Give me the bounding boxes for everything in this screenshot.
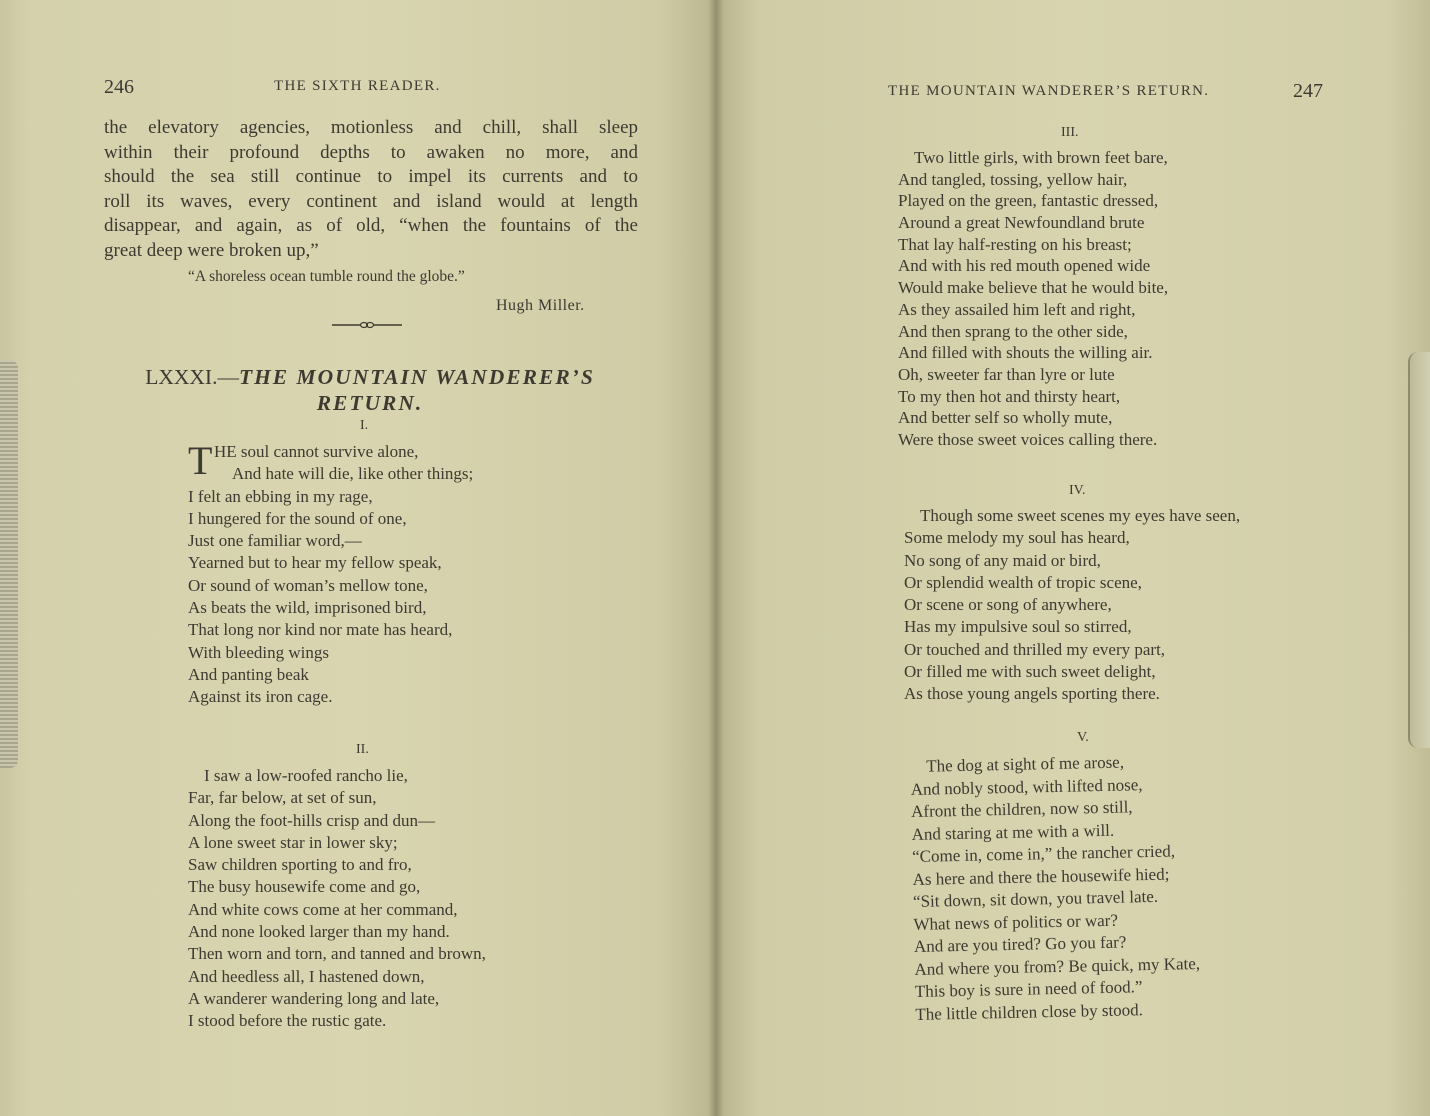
verse-line: And panting beak bbox=[188, 664, 309, 684]
prose-line: disappear, and again, as of old, “when the fountains of the bbox=[104, 215, 638, 236]
section-numeral-2: II. bbox=[356, 742, 369, 757]
drop-cap: T bbox=[188, 438, 213, 483]
verse-line: And are you tired? Go you far? bbox=[913, 932, 1127, 956]
verse-line: As beats the wild, imprisoned bird, bbox=[188, 598, 427, 618]
verse-line: And hate will die, like other things; bbox=[232, 464, 474, 484]
verse-line: The busy housewife come and go, bbox=[188, 877, 421, 897]
verse-line: As here and there the housewife hied; bbox=[912, 864, 1170, 889]
chapter-title-line2: RETURN. bbox=[316, 391, 424, 415]
verse-line: A lone sweet star in lower sky; bbox=[188, 832, 398, 852]
verse-line: And heedless all, I hastened down, bbox=[188, 966, 425, 986]
prose-line: great deep were broken up,” bbox=[104, 239, 319, 261]
verse-line: And none looked larger than my hand. bbox=[188, 922, 450, 942]
verse-line: Oh, sweeter far than lyre or lute bbox=[898, 364, 1115, 384]
verse-line: The little children close by stood. bbox=[915, 999, 1144, 1024]
verse-line: Or touched and thrilled my every part, bbox=[904, 639, 1166, 659]
verse-line: Or sound of woman’s mellow tone, bbox=[188, 575, 428, 595]
verse-line: Were those sweet voices calling there. bbox=[898, 429, 1158, 449]
stanza-3 bbox=[898, 147, 1168, 451]
verse-line: And better self so wholly mute, bbox=[898, 408, 1113, 428]
verse-line: As they assailed him left and right, bbox=[898, 299, 1136, 319]
verse-line: And with his red mouth opened wide bbox=[898, 256, 1151, 276]
running-head-right: THE MOUNTAIN WANDERER’S RETURN. bbox=[888, 83, 1210, 99]
epigraph-quote: “A shoreless ocean tumble round the globe.” bbox=[188, 268, 465, 285]
prose-paragraph bbox=[104, 116, 638, 263]
prose-line: roll its waves, every continent and island would at length bbox=[104, 190, 638, 212]
verse-line: Or splendid wealth of tropic scene, bbox=[904, 572, 1142, 592]
verse-line: Afront the children, now so still, bbox=[910, 797, 1133, 821]
verse-line: No song of any maid or bird, bbox=[904, 550, 1101, 570]
verse-line: And staring at me with a will. bbox=[911, 820, 1115, 844]
verse-line: With bleeding wings bbox=[188, 642, 329, 662]
section-numeral-4: IV. bbox=[1069, 483, 1086, 498]
verse-line: Or filled me with such sweet delight, bbox=[904, 662, 1156, 682]
verse-line: To my then hot and thirsty heart, bbox=[898, 386, 1121, 406]
prose-line: should the sea still continue to impel its currents and to bbox=[104, 166, 638, 187]
verse-line: What news of politics or war? bbox=[913, 910, 1119, 934]
verse-line: Would make believe that he would bite, bbox=[898, 278, 1169, 298]
stanza-5 bbox=[910, 750, 1201, 1026]
verse-line: Played on the green, fantastic dressed, bbox=[898, 191, 1159, 211]
stanza-1 bbox=[188, 438, 474, 709]
verse-line: And white cows come at her command, bbox=[188, 899, 458, 919]
verse-line: And nobly stood, with lifted nose, bbox=[910, 774, 1143, 799]
verse-line: That long nor kind nor mate has heard, bbox=[188, 620, 453, 640]
running-head-left: THE SIXTH READER. bbox=[274, 78, 441, 94]
verse-line: The dog at sight of me arose, bbox=[926, 752, 1125, 776]
verse-line: I saw a low-roofed rancho lie, bbox=[204, 766, 408, 785]
book-gutter bbox=[708, 0, 724, 1116]
verse-line: I felt an ebbing in my rage, bbox=[188, 486, 373, 506]
verse-line: And then sprang to the other side, bbox=[898, 321, 1128, 341]
verse-line: That lay half-resting on his breast; bbox=[898, 234, 1132, 254]
page-tab-right bbox=[1408, 352, 1430, 748]
section-numeral-1: I. bbox=[360, 418, 369, 433]
verse-line: And where you from? Be quick, my Kate, bbox=[914, 953, 1201, 979]
verse-line: Yearned but to hear my fellow speak, bbox=[188, 553, 442, 573]
attribution: Hugh Miller. bbox=[496, 297, 585, 314]
verse-line: Or scene or song of anywhere, bbox=[904, 595, 1112, 615]
verse-line: “Come in, come in,” the rancher cried, bbox=[911, 841, 1176, 866]
verse-line: HE soul cannot survive alone, bbox=[214, 442, 419, 461]
prose-line: the elevatory agencies, motionless and chill, shall sleep bbox=[104, 117, 638, 138]
verse-line: Some melody my soul has heard, bbox=[904, 528, 1130, 548]
section-numeral-3: III. bbox=[1061, 125, 1079, 140]
chapter-title-line1: THE MOUNTAIN WANDERER’S bbox=[238, 365, 595, 389]
verse-line: I hungered for the sound of one, bbox=[188, 508, 407, 528]
chapter-number: LXXXI.— bbox=[145, 365, 239, 389]
section-numeral-5: V. bbox=[1077, 730, 1089, 745]
right-page bbox=[716, 0, 1430, 1116]
verse-line: Around a great Newfoundland brute bbox=[898, 213, 1145, 233]
verse-line: Two little girls, with brown feet bare, bbox=[914, 148, 1168, 167]
prose-line: within their profound depths to awaken no more, and bbox=[104, 141, 638, 163]
verse-line: Though some sweet scenes my eyes have seen, bbox=[920, 506, 1241, 525]
page-number-left: 246 bbox=[104, 76, 134, 98]
verse-line: Saw children sporting to and fro, bbox=[188, 855, 412, 875]
verse-line: And tangled, tossing, yellow hair, bbox=[898, 169, 1128, 189]
chapter-title bbox=[120, 364, 620, 416]
verse-line: “Sit down, sit down, you travel late. bbox=[912, 886, 1159, 911]
ornament-divider-icon bbox=[332, 318, 402, 332]
verse-line: Against its iron cage. bbox=[188, 687, 333, 707]
verse-line: A wanderer wandering long and late, bbox=[188, 988, 440, 1008]
verse-line: Along the foot-hills crisp and dun— bbox=[188, 810, 435, 830]
stanza-4 bbox=[904, 505, 1240, 706]
stanza-2 bbox=[188, 765, 486, 1033]
verse-line: Has my impulsive soul so stirred, bbox=[904, 617, 1132, 637]
page-tab-left bbox=[0, 360, 18, 768]
verse-line: As those young angels sporting there. bbox=[904, 684, 1160, 704]
verse-line: Far, far below, at set of sun, bbox=[188, 788, 377, 808]
verse-line: And filled with shouts the willing air. bbox=[898, 343, 1153, 363]
verse-line: Then worn and torn, and tanned and brown, bbox=[188, 944, 486, 964]
verse-line: I stood before the rustic gate. bbox=[188, 1011, 387, 1031]
page-number-right: 247 bbox=[1293, 80, 1323, 102]
verse-line: Just one familiar word,— bbox=[188, 531, 362, 551]
verse-line: This boy is sure in need of food.” bbox=[914, 977, 1143, 1001]
